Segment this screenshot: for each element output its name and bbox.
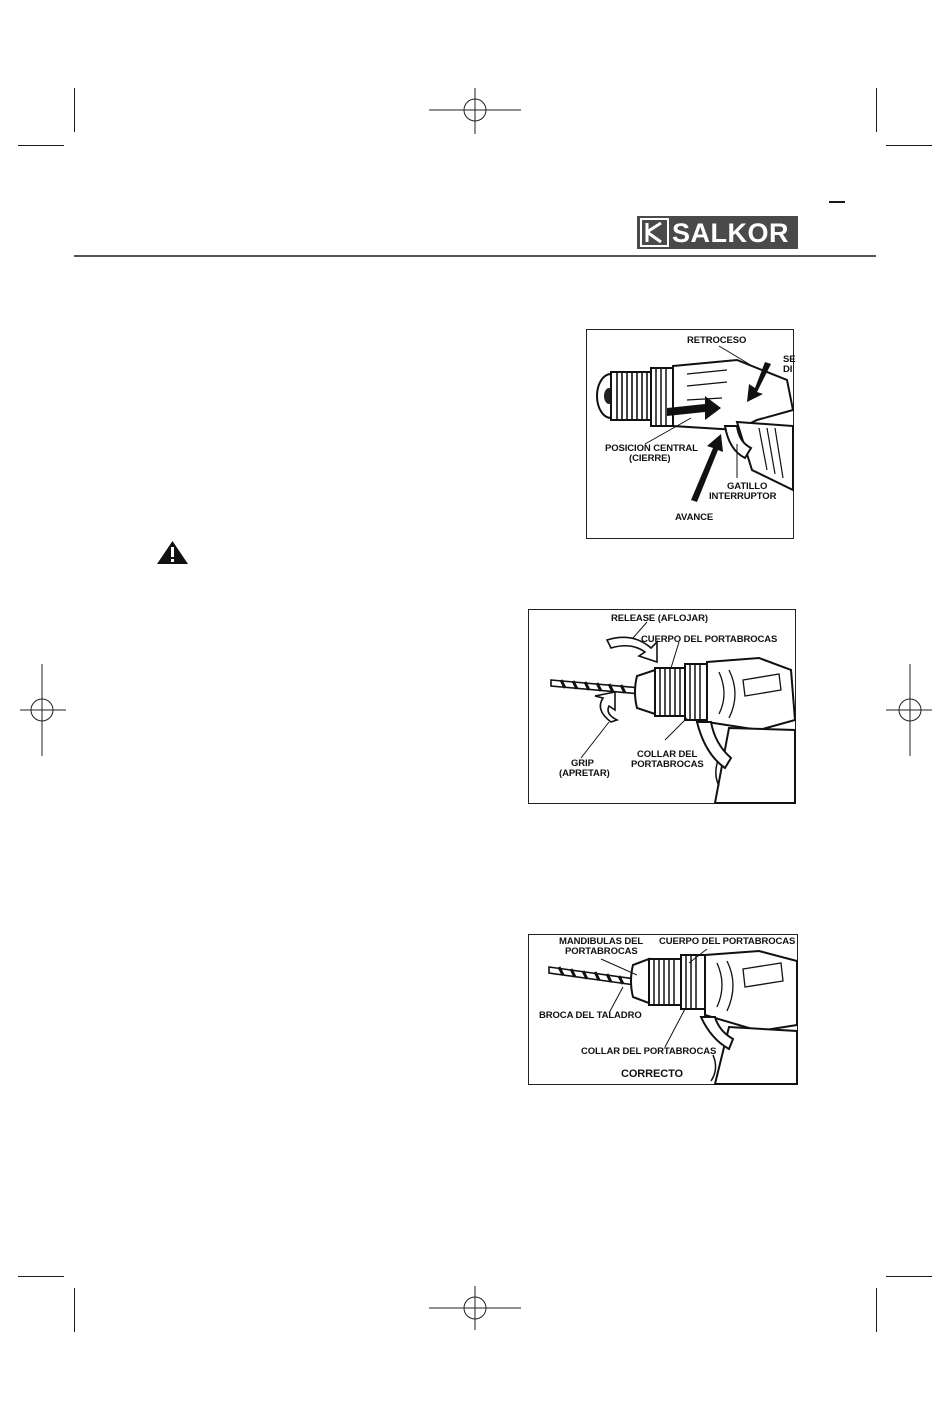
label-cierre: (CIERRE) — [629, 453, 671, 464]
crop-mark-tr-h — [886, 145, 932, 146]
header-rule — [74, 255, 876, 257]
crop-mark-bl-v — [74, 1288, 75, 1332]
label-grip: GRIP — [571, 758, 594, 769]
label-avance: AVANCE — [675, 512, 714, 523]
label-cuerpo-portabrocas-3: CUERPO DEL PORTABROCAS — [659, 936, 796, 947]
crop-mark-tl-h — [18, 145, 64, 146]
label-collar-2: PORTABROCAS — [631, 759, 704, 770]
label-interruptor: INTERRUPTOR — [709, 491, 777, 502]
figure-correct-bit — [528, 934, 798, 1085]
label-mandibulas-1: MANDIBULAS DEL — [559, 936, 644, 947]
label-se: SE — [783, 354, 796, 365]
label-mandibulas-2: PORTABROCAS — [565, 946, 638, 957]
drill-switch-illustration — [587, 330, 796, 538]
figure-chuck-release-grip — [528, 609, 796, 804]
registration-target-bottom — [425, 1284, 525, 1332]
crop-mark-br-v — [876, 1288, 877, 1332]
label-posicion-central: POSICION CENTRAL — [605, 443, 698, 454]
crop-mark-tl-v — [74, 88, 75, 132]
crop-mark-bl-h — [18, 1276, 64, 1277]
warning-triangle-icon — [156, 540, 189, 565]
salkor-logo-mark-icon — [641, 219, 668, 246]
label-correcto: CORRECTO — [621, 1068, 683, 1080]
label-retroceso: RETROCESO — [687, 335, 747, 346]
label-broca-taladro: BROCA DEL TALADRO — [539, 1010, 642, 1021]
registration-target-right — [884, 664, 934, 756]
salkor-logo — [637, 216, 798, 249]
label-collar-1: COLLAR DEL — [637, 749, 698, 760]
label-collar-portabrocas-3: COLLAR DEL PORTABROCAS — [581, 1046, 717, 1057]
header-short-dash — [829, 201, 845, 203]
label-di: DI — [783, 364, 793, 375]
salkor-logo-text: SALKOR — [672, 218, 789, 248]
label-gatillo: GATILLO — [727, 481, 768, 492]
crop-mark-br-h — [886, 1276, 932, 1277]
label-cuerpo-portabrocas: CUERPO DEL PORTABROCAS — [641, 634, 778, 645]
label-apretar: (APRETAR) — [559, 768, 610, 779]
registration-target-left — [18, 664, 68, 756]
label-release: RELEASE (AFLOJAR) — [611, 613, 708, 624]
figure-direction-switch — [586, 329, 794, 539]
registration-target-top — [425, 88, 525, 136]
crop-mark-tr-v — [876, 88, 877, 132]
